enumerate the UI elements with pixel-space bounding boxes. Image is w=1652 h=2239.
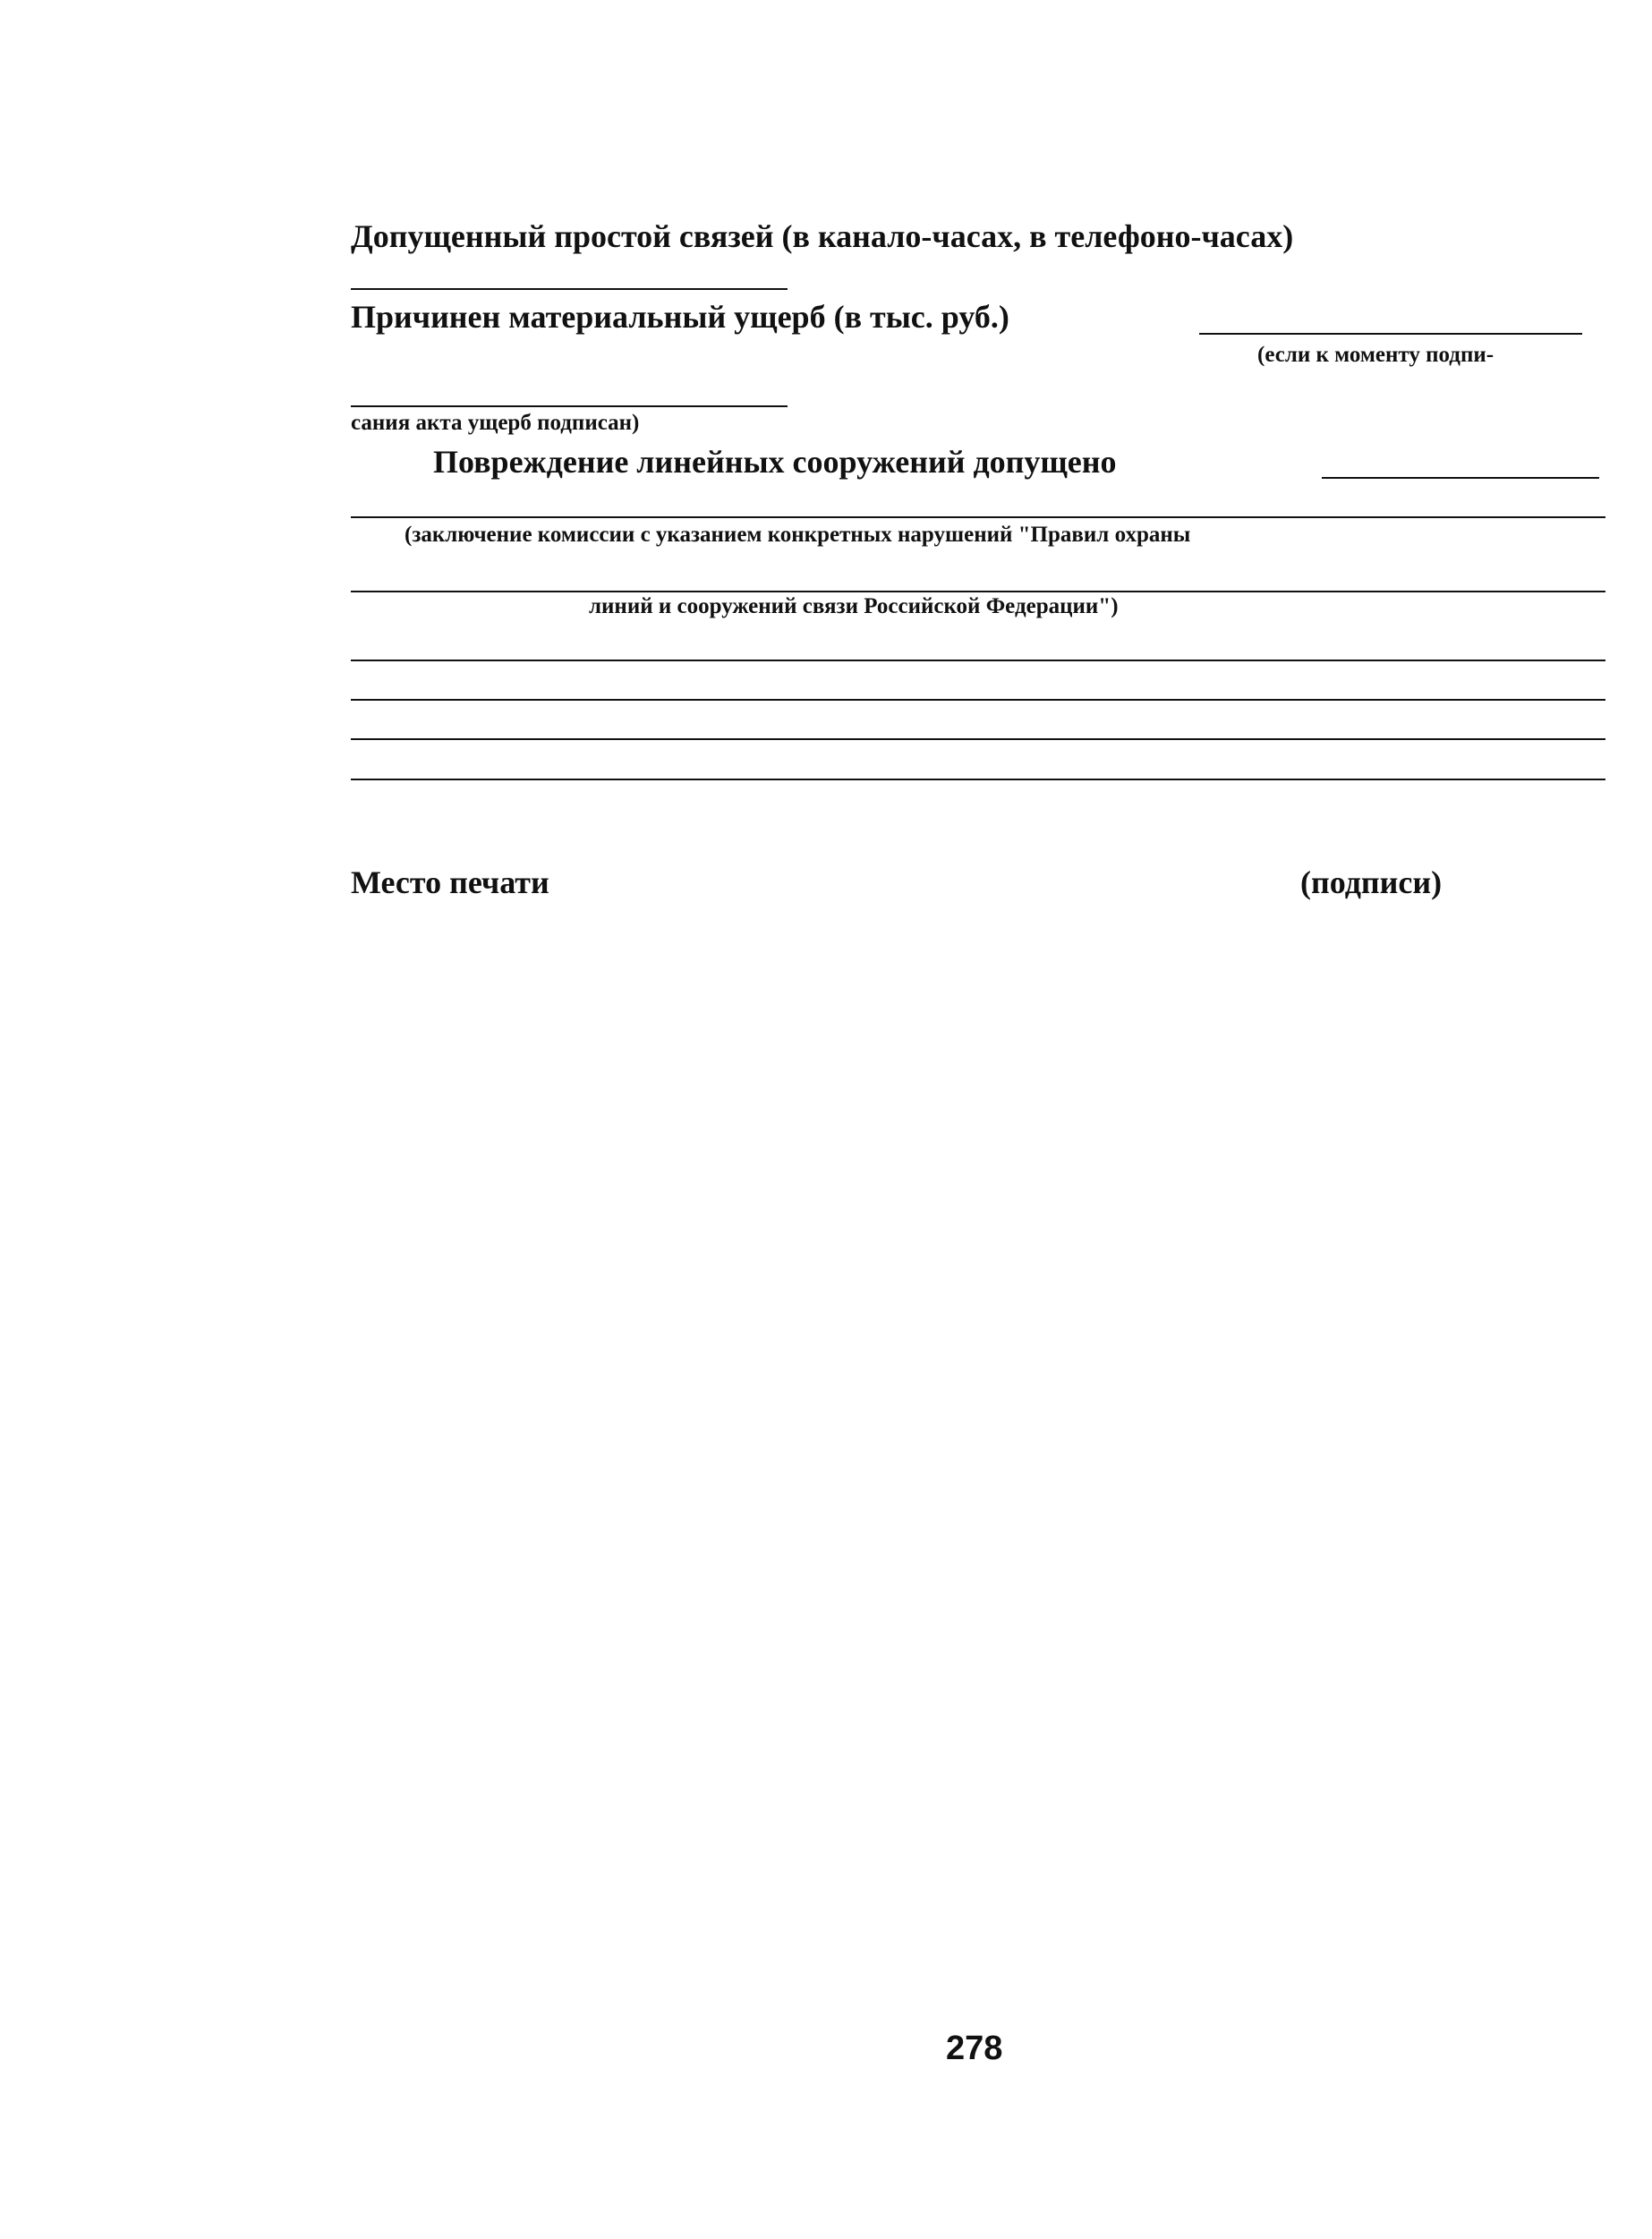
structures-label: Повреждение линейных сооружений допущено — [433, 444, 1117, 480]
writing-line[interactable] — [351, 660, 1605, 661]
signatures-label: (подписи) — [1300, 864, 1443, 900]
page-number: 278 — [946, 2030, 1003, 2067]
downtime-label: Допущенный простой связей (в канало-часах, в телефоно-часах) — [351, 218, 1294, 254]
structures-field[interactable] — [1322, 477, 1599, 479]
damage-field-continuation[interactable] — [351, 405, 788, 407]
commission-conclusion-line-1[interactable] — [351, 516, 1605, 518]
damage-label: Причинен материальный ущерб (в тыс. руб.) — [351, 299, 1009, 335]
commission-conclusion-line-2[interactable] — [351, 591, 1605, 592]
writing-line[interactable] — [351, 779, 1605, 780]
commission-note-line1: (заключение комиссии с указанием конкретных нарушений "Правил охраны — [404, 523, 1191, 547]
writing-line[interactable] — [351, 738, 1605, 740]
damage-note-part2: сания акта ущерб подписан) — [351, 411, 640, 435]
seal-label: Место печати — [351, 864, 549, 900]
writing-line[interactable] — [351, 699, 1605, 701]
damage-note-part1: (если к моменту подпи- — [1257, 343, 1494, 367]
damage-field[interactable] — [1199, 333, 1582, 335]
commission-note-line2: линий и сооружений связи Российской Федерации") — [589, 594, 1119, 618]
downtime-field[interactable] — [351, 288, 788, 290]
